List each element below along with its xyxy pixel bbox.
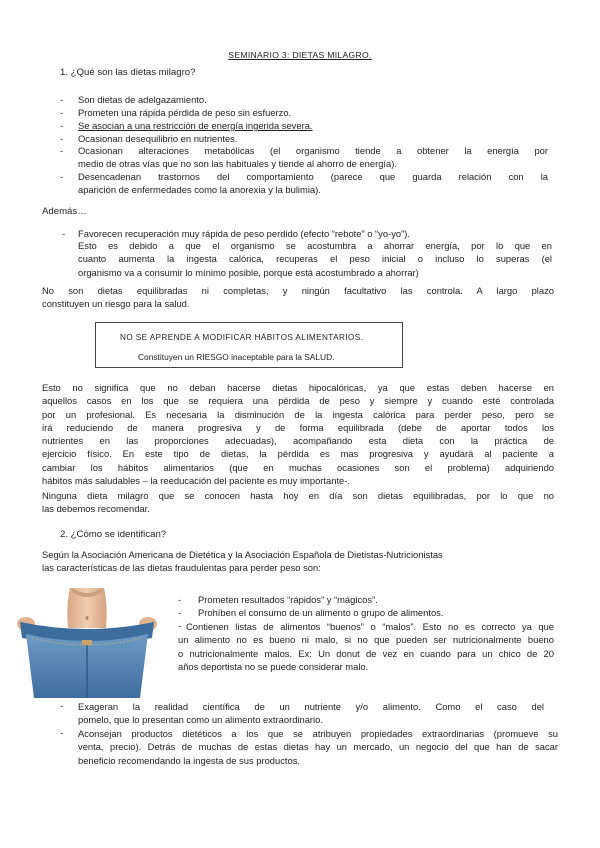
page-title: SEMINARIO 3: DIETAS MILAGRO. [228,50,372,60]
paragraph-no-equilibradas: No son dietas equilibradas ni completas, y ningún facultativo las controla. A largo plazo constituyen un riesgo para la salud. [42,285,554,310]
jeans-waist-illustration [12,588,162,698]
jeans-waist-image [12,588,162,698]
warning-box [95,322,403,368]
heading-q1: 1. ¿Qué son las dietas milagro? [60,67,196,78]
warning-line-1: NO SE APRENDE A MODIFICAR HÁBITOS ALIMENTARIOS. [120,333,364,342]
ademas-paragraph: Esto es debido a que el organismo se acostumbra a ahorrar energía, por lo que en cuanto aumenta la ingesta calórica, recuperas el peso inicial o incluso lo superas (el organismo va a consumir lo mínimo posible, porque está acostumbrado a ahorrar) [78,240,552,278]
paragraph-hipocaloricas: Esto no significa que no deban hacerse dietas hipocalóricas, ya que estas deben hacerse en aquellos casos en los que se requiera una pérdida de peso y siempre y cuando esté controlada por un profesional. Es necesaria la disminución de la ingesta calórica para perder peso, pero se irá reduciendo de manera progresiva y de forma equilibrada (debe de aportar todos los nutrientes en las proporciones adecuadas), acompañando esta dieta con la práctica de ejercicio físico. En este tipo de dietas, la pérdida es mas progresiva y ayudará al paciente a cambiar los hábitos alimentarios (que en muchas ocasiones son el problema) adquiriendo hábitos más saludables – la reeducación del paciente es muy importante-. [42,382,554,487]
paragraph-segun: Según la Asociación Americana de Dietética y la Asociación Española de Dietistas-Nutricionistas las características de las dietas fraudulentas para perder peso son: [42,549,443,574]
heading-q2: 2. ¿Cómo se identifican? [60,529,167,540]
warning-line-2: Constituyen un RIESGO inaceptable para la SALUD. [138,352,335,362]
paragraph-ninguna: Ninguna dieta milagro que se conocen hasta hoy en día son dietas equilibradas, por lo que no las debemos recomendar. [42,490,554,515]
ademas-heading: Además… [42,206,87,217]
